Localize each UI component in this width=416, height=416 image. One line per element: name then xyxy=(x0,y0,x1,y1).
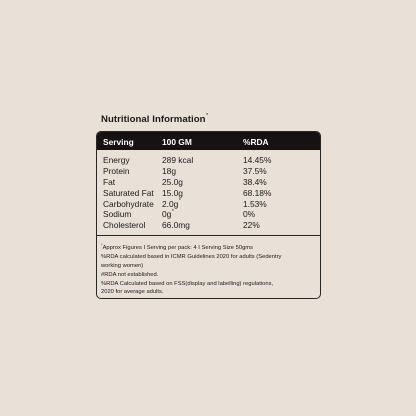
nutrient-name: Protein xyxy=(103,165,130,176)
nutrient-amount: 2.0g* xyxy=(162,197,181,209)
table-row xyxy=(97,199,320,210)
nutrient-rda: 37.5% xyxy=(243,165,267,176)
nutrition-title: Nutritional Information* xyxy=(101,113,209,126)
nutrient-name: Fat xyxy=(103,176,116,187)
table-row xyxy=(97,177,320,188)
nutrient-rda: 68.18% xyxy=(243,187,272,198)
footnote-line: *Approx Figures I Serving per pack: 4 I Serving Size 50gms xyxy=(101,241,254,251)
nutrient-amount: 0g* xyxy=(162,208,174,220)
footnote-line: %RDA calculated based in ICMR Guidelines 2020 for adults (Sedentry xyxy=(101,253,282,260)
nutrient-name: Saturated Fat xyxy=(103,187,154,198)
footnote-line: #RDA not established. xyxy=(101,271,159,278)
footnote-line: working women) xyxy=(101,262,144,269)
nutrient-name: Carbohydrate xyxy=(103,198,154,209)
table-row xyxy=(97,209,320,220)
nutrition-table xyxy=(96,131,321,299)
nutrient-rda: 1.53% xyxy=(243,198,267,209)
nutrient-rows xyxy=(97,155,320,231)
table-row xyxy=(97,220,320,231)
footnotes xyxy=(101,241,315,297)
nutrient-amount: 289 kcal xyxy=(162,155,194,165)
nutrient-rda: 14.45% xyxy=(243,155,272,165)
table-row xyxy=(97,188,320,199)
nutrient-amount: 25.0g xyxy=(162,176,183,187)
header-amount: 100 GM xyxy=(162,136,192,147)
header-serving: Serving xyxy=(103,136,134,147)
nutrient-amount: 66.0mg xyxy=(162,220,190,231)
table-row xyxy=(97,155,320,166)
table-header xyxy=(97,132,320,150)
nutrient-amount: 15.0g xyxy=(162,187,183,198)
nutrient-name: Energy xyxy=(103,155,130,165)
nutrient-amount: 18g xyxy=(162,165,176,176)
nutrient-name: Sodium xyxy=(103,209,132,220)
nutrient-name: Cholesterol xyxy=(103,220,146,231)
nutrient-rda: 0% xyxy=(243,209,256,220)
header-rda: %RDA xyxy=(243,136,269,147)
table-row xyxy=(97,166,320,177)
footnote-line: 2020 for average adults. xyxy=(101,289,164,296)
nutrient-rda: 22% xyxy=(243,220,260,231)
footnote-line: %RDA Calculated based on FSS(display and labelling) regulations, xyxy=(101,280,274,287)
nutrient-rda: 38.4% xyxy=(243,176,267,187)
table-divider xyxy=(97,235,320,236)
title-asterisk: * xyxy=(206,113,209,119)
